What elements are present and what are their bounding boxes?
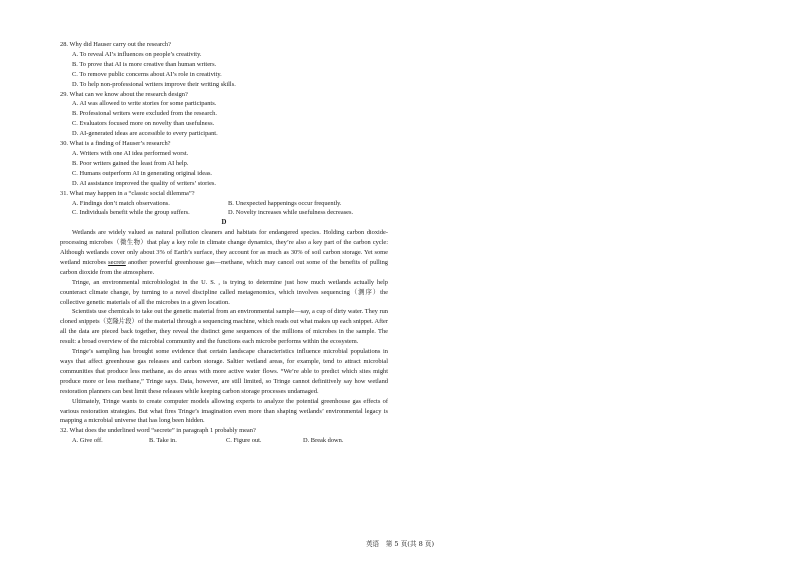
option-d: D. Novelty increases while usefulness decreases. (228, 209, 354, 217)
option-b: B. Unexpected happenings occur frequently. (228, 199, 342, 207)
page-footer: 英语 第 5 页(共 8 页) (365, 540, 435, 548)
option-a: A. Give off. (72, 437, 103, 445)
option-c: C. Individuals benefit while the group suffers. (72, 209, 190, 217)
question-stem: 32. What does the underlined word “secrete” in paragraph 1 probably mean? (60, 427, 256, 435)
option-a: A. Findings don’t match observations. (72, 199, 170, 207)
passage-paragraph-1: Wetlands are widely valued as natural pollution cleaners and habitats for endangered species. Holding carbon dioxide-processing microbes（微生物）that play a key role in climate change dynamics, they’re also a key part of the carbon cycle: Although wetlands cover only about 3% of Earth’s surface, they account for as much as 30% of soil carbon storage. Yet some wetland microbes secrete another powerful greenhouse gas—methane, which may cancel out some of the benefits of pulling carbon dioxide from the atmosphere. (60, 229, 388, 276)
question-stem: 28. Why did Hauser carry out the research? (60, 41, 171, 48)
question-28 (60, 40, 388, 90)
option-d: D. AI-generated ideas are accessible to every participant. (72, 130, 218, 138)
option-b: B. Take in. (149, 437, 177, 445)
option-row (72, 436, 388, 446)
underlined-word: secrete (108, 258, 126, 266)
question-29 (60, 90, 388, 140)
option-row (72, 208, 388, 218)
question-31 (60, 189, 388, 219)
option-d: D. To help non-professional writers improve their writing skills. (72, 80, 236, 88)
question-30 (60, 139, 388, 189)
passage-paragraph-2: Tringe, an environmental microbiologist in the U. S. , is trying to determine just how much wetlands actually help counteract climate change, by turning to a novel discipline called metagenomics, which involves sequencing（测序）the collective genetic materials of all the microbes in a given location. (60, 278, 388, 306)
option-b: B. To prove that AI is more creative than human writers. (72, 60, 217, 68)
option-row (72, 199, 388, 209)
question-stem: 29. What can we know about the research design? (60, 90, 188, 98)
passage-paragraph-5: Ultimately, Tringe wants to create computer models allowing experts to analyze the potential greenhouse gas effects of various restoration strategies. But what fires Tringe’s imagination even more than shaping wetlands’ environmental legacy is mapping a microbial universe that has long been hidden. (60, 397, 388, 425)
option-b: B. Poor writers gained the least from AI help. (72, 159, 189, 167)
option-c: C. Humans outperform AI in generating original ideas. (72, 169, 213, 177)
option-a: A. Writers with one AI idea performed worst. (72, 149, 189, 157)
question-stem: 31. What may happen in a “classic social dilemma”? (60, 189, 195, 197)
option-a: A. To reveal AI’s influences on people’s creativity. (72, 50, 202, 58)
option-a: A. AI was allowed to write stories for some participants. (72, 100, 217, 108)
question-32 (60, 426, 388, 446)
option-d: D. Break down. (303, 437, 344, 445)
passage-paragraph-3: Scientists use chemicals to take out the genetic material from an environmental sample—say, a cup of dirty water. They run cloned snippets（克隆片段）of the material through a sequencing machine, which reads out what makes up each snippet. After all the data are pieced back together, they reveal the distinct gene sequences of the millions of microbes in the sample. The result: a broad overview of the microbial community and the functions each microbe performs within the ecosystem. (60, 308, 388, 346)
section-heading: D (221, 219, 227, 227)
option-c: C. Evaluators focused more on novelty than usefulness. (72, 120, 215, 128)
question-stem: 30. What is a finding of Hauser’s research? (60, 140, 171, 148)
option-c: C. Figure out. (226, 437, 262, 445)
option-b: B. Professional writers were excluded from the research. (72, 110, 217, 118)
exam-page (60, 40, 388, 446)
passage-paragraph-4: Tringe’s sampling has brought some evidence that certain landscape characteristics influence microbial populations in ways that affect greenhouse gas releases and carbon storage. Saltier wetland areas, for example, tend to attract microbial communities that produce less methane, as do areas with more active water flows. “We’re able to predict which sites might produce more or less methane,” Tringe says. Data, however, are still limited, so Tringe cannot definitively say how wetland restoration planners can best limit these releases while keeping carbon storage processes undamaged. (60, 348, 388, 395)
option-d: D. AI assistance improved the quality of writers’ stories. (72, 179, 216, 187)
option-c: C. To remove public concerns about AI’s role in creativity. (72, 70, 222, 78)
